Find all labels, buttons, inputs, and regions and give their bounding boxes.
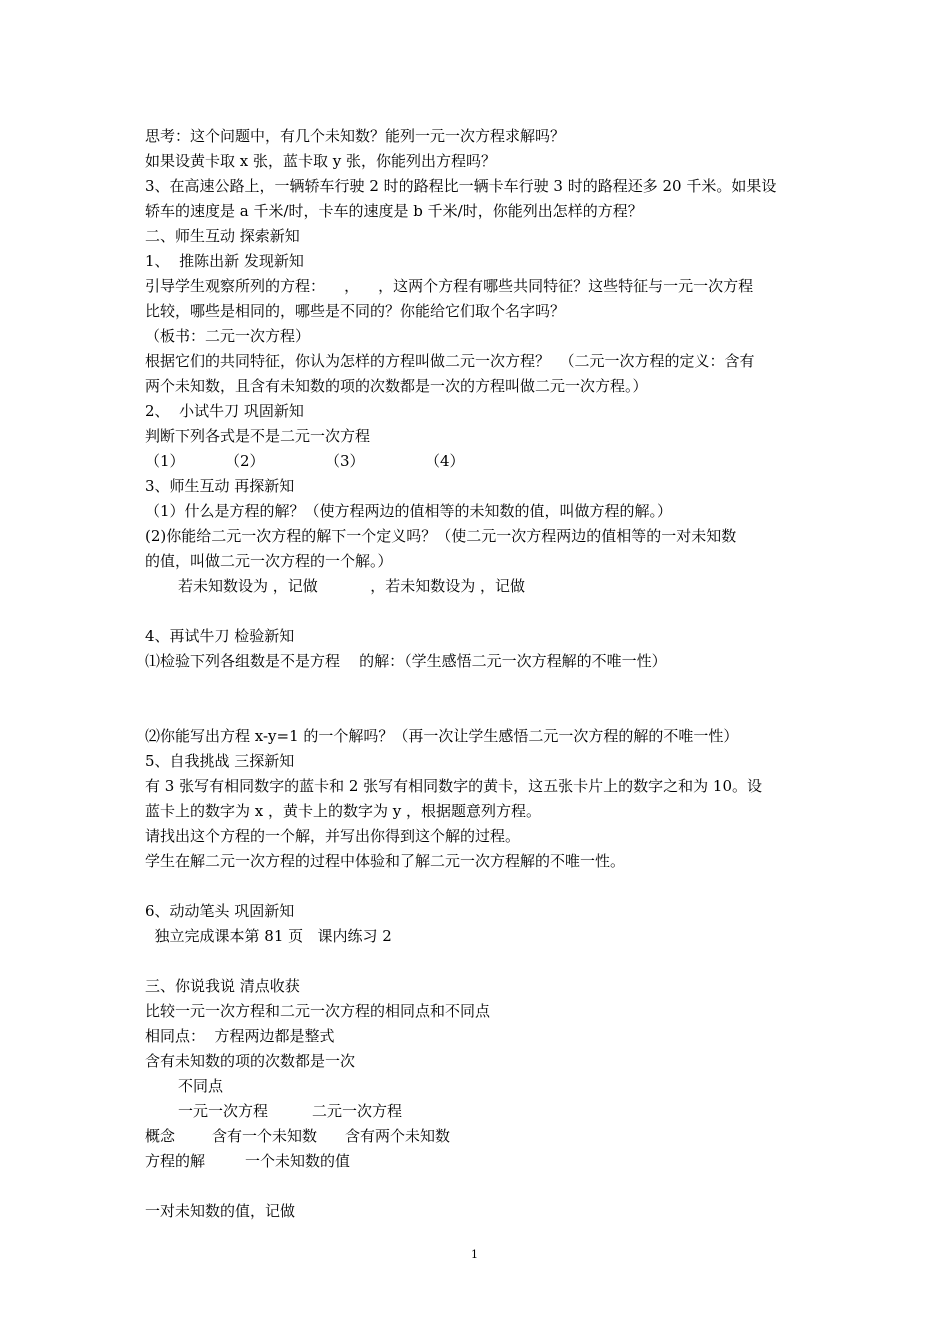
text-line: 学生在解二元一次方程的过程中体验和了解二元一次方程解的不唯一性。	[145, 852, 626, 870]
text-line: 根据它们的共同特征，你认为怎样的方程叫做二元一次方程？ （二元一次方程的定义：含有	[145, 352, 755, 370]
item-label-3: （3）	[325, 452, 365, 470]
text-line: 思考：这个问题中，有几个未知数？能列一元一次方程求解吗？	[145, 127, 566, 145]
text-line: 相同点： 方程两边都是整式	[145, 1027, 335, 1045]
text-line: 轿车的速度是 a 千米/时，卡车的速度是 b 千米/时，你能列出怎样的方程？	[145, 202, 643, 220]
text-line: 若未知数设为 ，记做 ，若未知数设为 ，记做	[178, 577, 525, 595]
section-heading: 三、你说我说 清点收获	[145, 977, 300, 995]
subsection-heading: 5、自我挑战 三探新知	[145, 752, 295, 770]
subsection-heading: 4、再试牛刀 检验新知	[145, 627, 295, 645]
text-line: 的值，叫做二元一次方程的一个解。）	[145, 552, 393, 570]
table-cell: 一个未知数的值	[245, 1152, 351, 1170]
subsection-heading: 2、 小试牛刀 巩固新知	[145, 402, 304, 420]
text-line: 含有未知数的项的次数都是一次	[145, 1052, 356, 1070]
page-number: 1	[471, 1248, 478, 1261]
text-line: ⑵你能写出方程 x-y=1 的一个解吗？（再一次让学生感悟二元一次方程的解的不唯一性）	[145, 727, 739, 745]
text-line: 比较，哪些是相同的，哪些是不同的？你能给它们取个名字吗？	[145, 302, 566, 320]
text-line: (2)你能给二元一次方程的解下一个定义吗？（使二元一次方程两边的值相等的一对未知数	[145, 527, 737, 545]
text-line: 判断下列各式是不是二元一次方程	[145, 427, 371, 445]
text-line: 比较一元一次方程和二元一次方程的相同点和不同点	[145, 1002, 491, 1020]
item-label-4: （4）	[425, 452, 465, 470]
text-line: 一对未知数的值，记做	[145, 1202, 296, 1220]
text-line: 两个未知数，且含有未知数的项的次数都是一次的方程叫做二元一次方程。）	[145, 377, 648, 395]
text-line: 有 3 张写有相同数字的蓝卡和 2 张写有相同数字的黄卡，这五张卡片上的数字之和为 10。设	[145, 777, 763, 795]
item-label-1: （1）	[145, 452, 185, 470]
text-line: 引导学生观察所列的方程： ， ，这两个方程有哪些共同特征？这些特征与一元一次方程	[145, 277, 754, 295]
table-row-label: 概念	[145, 1127, 176, 1145]
subsection-heading: 3、师生互动 再探新知	[145, 477, 295, 495]
text-line: 如果设黄卡取 x 张，蓝卡取 y 张，你能列出方程吗？	[145, 152, 497, 170]
text-line: 蓝卡上的数字为 x ，黄卡上的数字为 y ，根据题意列方程。	[145, 802, 542, 820]
section-heading: 二、师生互动 探索新知	[145, 227, 300, 245]
text-line: （板书：二元一次方程）	[145, 327, 311, 345]
text-line: （1）什么是方程的解？（使方程两边的值相等的未知数的值，叫做方程的解。）	[145, 502, 673, 520]
table-row-label: 方程的解	[145, 1152, 206, 1170]
table-header-linear-two: 二元一次方程	[312, 1102, 403, 1120]
item-label-2: （2）	[225, 452, 265, 470]
table-cell: 含有一个未知数	[212, 1127, 318, 1145]
table-header-linear-one: 一元一次方程	[178, 1102, 269, 1120]
text-line: 独立完成课本第 81 页 课内练习 2	[145, 927, 392, 945]
text-line: 请找出这个方程的一个解，并写出你得到这个解的过程。	[145, 827, 521, 845]
table-cell: 含有两个未知数	[345, 1127, 451, 1145]
text-line: ⑴检验下列各组数是不是方程 的解：（学生感悟二元一次方程解的不唯一性）	[145, 652, 667, 670]
text-line: 3、在高速公路上，一辆轿车行驶 2 时的路程比一辆卡车行驶 3 时的路程还多 20 千米。如果设	[145, 177, 777, 195]
subsection-heading: 6、动动笔头 巩固新知	[145, 902, 295, 920]
text-line: 不同点	[178, 1077, 224, 1095]
subsection-heading: 1、 推陈出新 发现新知	[145, 252, 304, 270]
